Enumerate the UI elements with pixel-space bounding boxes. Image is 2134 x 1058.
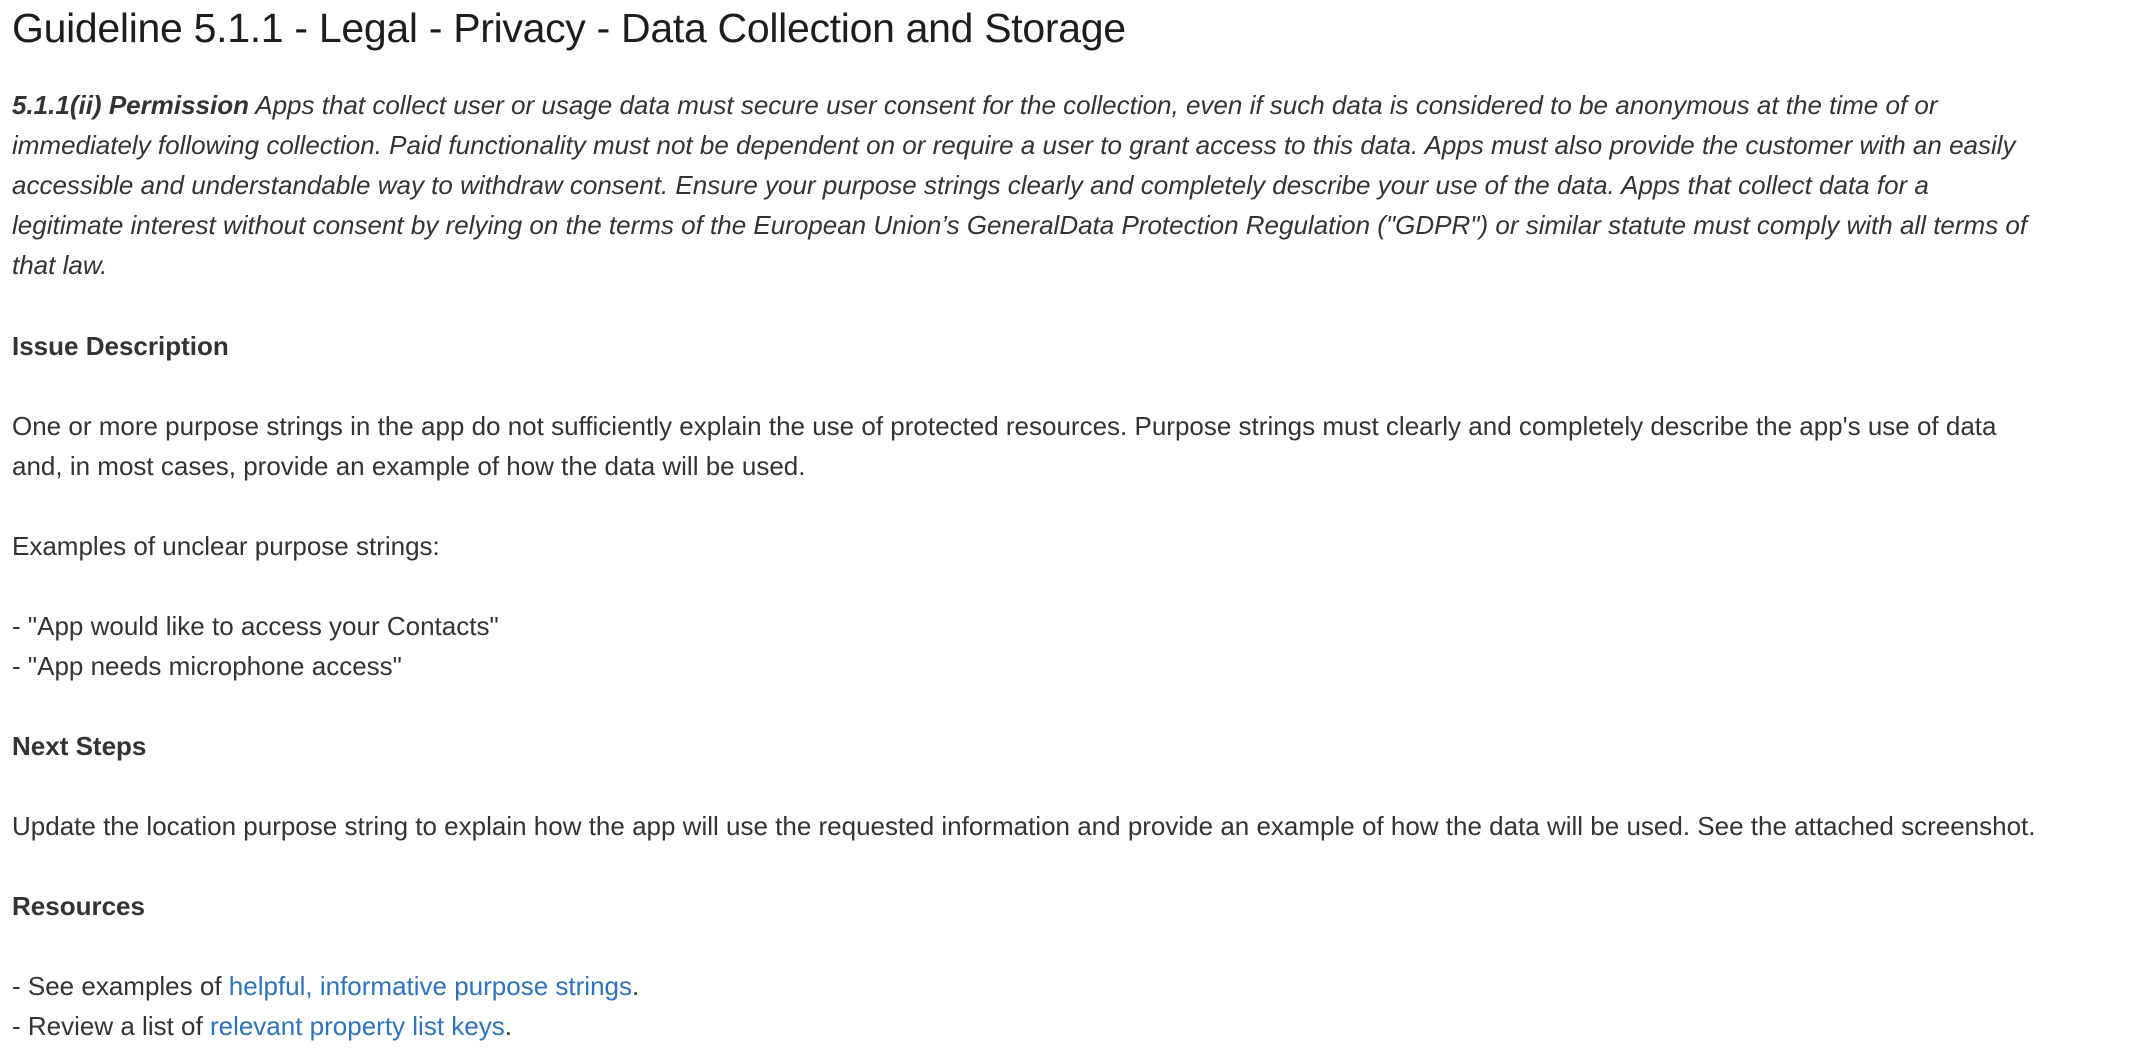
list-item: - "App needs microphone access" <box>12 651 402 681</box>
resource-suffix: . <box>504 1011 512 1041</box>
next-steps-text: Update the location purpose string to explain how the app will use the requested information and provide an example of how the data will be used. See the attached screenshot. <box>12 811 2036 841</box>
resources-heading: Resources <box>12 891 145 921</box>
issue-line-2: and, in most cases, provide an example of how the data will be used. <box>12 451 806 481</box>
property-list-keys-link[interactable]: relevant property list keys <box>209 1011 505 1041</box>
permission-line-1 <box>12 85 2027 125</box>
next-steps-heading: Next Steps <box>12 731 147 761</box>
purpose-strings-link[interactable]: helpful, informative purpose strings <box>228 971 632 1001</box>
page-title: Guideline 5.1.1 - Legal - Privacy - Data Collection and Storage <box>12 5 1126 51</box>
resource-prefix: - See examples of <box>12 971 229 1001</box>
examples-intro: Examples of unclear purpose strings: <box>12 531 440 561</box>
permission-text-1: Apps that collect user or usage data must secure user consent for the collection, even if such data is considered to be anonymous at the time of or <box>248 90 1938 120</box>
resource-item-purpose-strings <box>12 966 639 1006</box>
resources-list <box>12 966 639 1046</box>
permission-line-2: immediately following collection. Paid functionality must not be dependent on or require a user to grant access to this data. Apps must also provide the customer with an easily <box>12 130 2016 160</box>
issue-line-1: One or more purpose strings in the app do not sufficiently explain the use of protected resources. Purpose strings must clearly and completely describe the app's use of data <box>12 411 1997 441</box>
permission-line-4: legitimate interest without consent by relying on the terms of the European Union’s GeneralData Protection Regulation ("GDPR") or similar statute must comply with all terms of <box>12 210 2028 240</box>
issue-description-heading: Issue Description <box>12 331 229 361</box>
resource-suffix: . <box>631 971 640 1001</box>
examples-list <box>12 606 499 686</box>
permission-line-5: that law. <box>12 250 108 280</box>
issue-description-text <box>12 406 1996 486</box>
permission-line-3: accessible and understandable way to withdraw consent. Ensure your purpose strings clearly and completely describe your use of the data. Apps that collect data for a <box>12 170 1929 200</box>
resource-prefix: - Review a list of <box>12 1011 210 1041</box>
list-item: - "App would like to access your Contacts" <box>12 611 499 641</box>
permission-paragraph <box>12 85 2027 285</box>
permission-label: 5.1.1(ii) Permission <box>12 90 249 120</box>
resource-item-property-list-keys <box>12 1006 639 1046</box>
